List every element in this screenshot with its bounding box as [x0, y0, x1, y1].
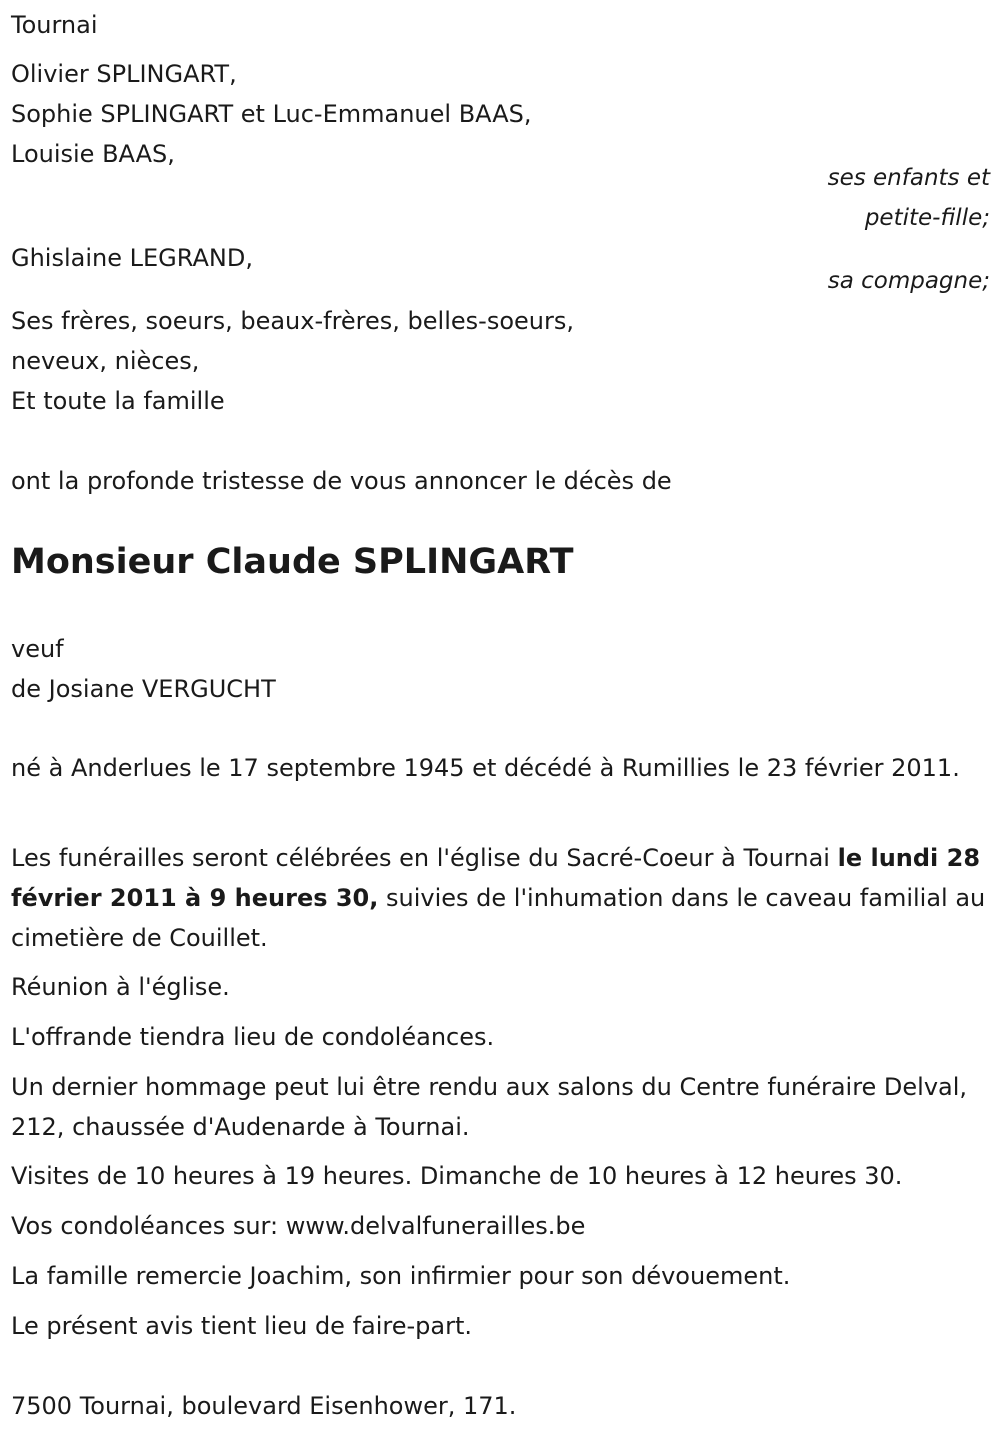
- family-member-line: neveux, nièces,: [11, 347, 200, 375]
- funeral-date-bold: le lundi 28 février 2011 à 9 heures 30,: [11, 844, 981, 912]
- notice-paragraph: Visites de 10 heures à 19 heures. Dimanche de 10 heures à 12 heures 30.: [11, 1162, 903, 1190]
- spouse-name: de Josiane VERGUCHT: [11, 675, 276, 703]
- relation-label: ses enfants et: [827, 165, 990, 191]
- announcement-text: ont la profonde tristesse de vous annoncer le décès de: [11, 467, 672, 495]
- deceased-name: Monsieur Claude SPLINGART: [11, 542, 574, 582]
- notice-paragraph: Le présent avis tient lieu de faire-part.: [11, 1312, 473, 1340]
- companion-name: Ghislaine LEGRAND,: [11, 244, 253, 272]
- notice-paragraph: Réunion à l'église.: [11, 973, 230, 1001]
- address-line: 7500 Tournai, boulevard Eisenhower, 171.: [11, 1392, 517, 1420]
- family-member-line: Et toute la famille: [11, 387, 225, 415]
- city-heading: Tournai: [11, 11, 98, 39]
- condolences-link[interactable]: Vos condoléances sur: www.delvalfunerailles.be: [11, 1212, 586, 1240]
- notice-paragraph: Un dernier hommage peut lui être rendu aux salons du Centre funéraire Delval, 212, chaussée d'Audenarde à Tournai.: [11, 1073, 968, 1141]
- family-member-line: Olivier SPLINGART,: [11, 60, 237, 88]
- funeral-text-after: suivies de l'inhumation dans le caveau familial au cimetière de Couillet.: [11, 884, 986, 952]
- family-member-line: Sophie SPLINGART et Luc-Emmanuel BAAS,: [11, 100, 532, 128]
- notice-paragraph: L'offrande tiendra lieu de condoléances.: [11, 1023, 495, 1051]
- funeral-paragraph: [11, 838, 986, 958]
- marital-status: veuf: [11, 635, 64, 663]
- relation-label: petite-fille;: [864, 205, 990, 231]
- notice-paragraph: La famille remercie Joachim, son infirmier pour son dévouement.: [11, 1262, 791, 1290]
- family-member-line: Ses frères, soeurs, beaux-frères, belles-soeurs,: [11, 307, 574, 335]
- family-member-line: Louisie BAAS,: [11, 140, 175, 168]
- birth-death-paragraph: né à Anderlues le 17 septembre 1945 et décédé à Rumillies le 23 février 2011.: [11, 754, 960, 782]
- companion-relation: sa compagne;: [827, 268, 990, 294]
- funeral-text-before: Les funérailles seront célébrées en l'église du Sacré-Coeur à Tournai: [11, 844, 838, 872]
